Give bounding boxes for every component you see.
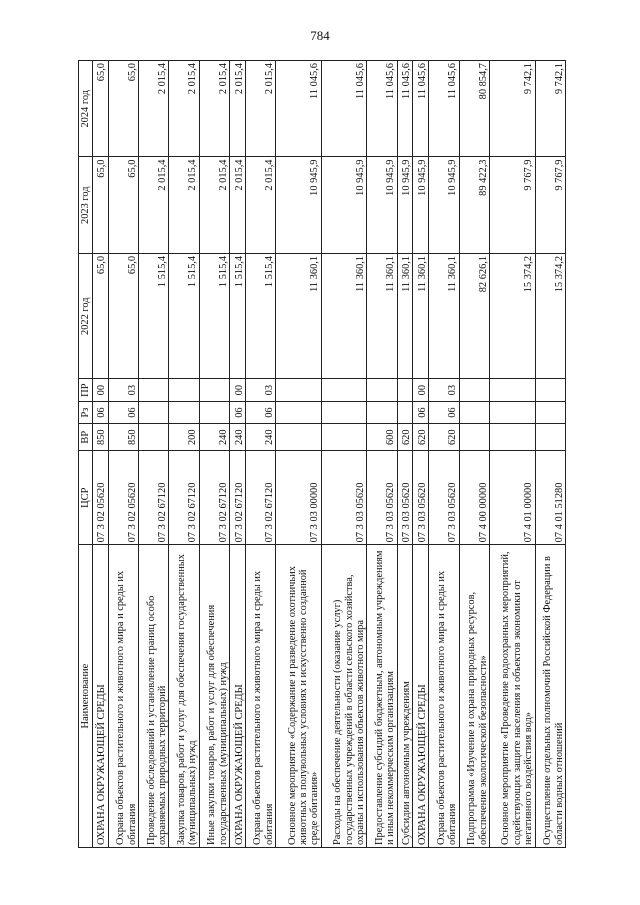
cell-csr: 07 3 03 05620 [413,451,429,545]
cell-2024: 2 015,4 [139,61,169,158]
cell-pr [139,379,169,401]
cell-rz: 06 [413,401,429,423]
cell-2024: 11 045,6 [276,61,322,158]
cell-name: Охрана объектов растительного и животного мира и среды их обитания [245,545,275,848]
cell-2024: 11 045,6 [413,61,429,158]
cell-vr: 620 [429,424,459,451]
cell-csr: 07 3 03 05620 [321,451,367,545]
cell-rz [199,401,229,423]
table-row [459,61,489,848]
cell-vr: 200 [169,424,199,451]
cell-vr [321,424,367,451]
cell-vr: 240 [230,424,246,451]
cell-2023: 10 945,9 [397,157,413,253]
table-row [429,61,459,848]
table-row [321,61,367,848]
cell-csr: 07 3 03 05620 [367,451,397,545]
cell-2022: 15 374,2 [489,253,535,379]
cell-2023: 2 015,4 [139,157,169,253]
cell-rz [321,401,367,423]
cell-name: ОХРАНА ОКРУЖАЮЩЕЙ СРЕДЫ [413,545,429,848]
cell-rz: 06 [230,401,246,423]
cell-name: Охрана объектов растительного и животного мира и среды их обитания [429,545,459,848]
cell-rz [367,401,397,423]
header-2024: 2024 год [79,61,93,158]
cell-csr: 07 4 01 00000 [489,451,535,545]
cell-2024: 2 015,4 [169,61,199,158]
cell-vr: 620 [413,424,429,451]
cell-2023: 10 945,9 [429,157,459,253]
table-row [489,61,535,848]
cell-csr: 07 3 02 67120 [230,451,246,545]
cell-2023: 2 015,4 [169,157,199,253]
cell-name: Субсидии автономным учреждениям [397,545,413,848]
cell-vr: 240 [199,424,229,451]
cell-vr: 850 [108,424,138,451]
table-row [276,61,322,848]
cell-2022: 11 360,1 [367,253,397,379]
cell-pr: 03 [245,379,275,401]
cell-2024: 2 015,4 [245,61,275,158]
cell-2022: 11 360,1 [276,253,322,379]
table-row [367,61,397,848]
cell-2023: 10 945,9 [413,157,429,253]
table-header-row [79,61,93,848]
page-number: 784 [310,28,330,43]
cell-2022: 11 360,1 [413,253,429,379]
cell-2024: 11 045,6 [397,61,413,158]
cell-2023: 2 015,4 [230,157,246,253]
cell-vr: 850 [93,424,109,451]
cell-vr: 600 [367,424,397,451]
cell-vr [139,424,169,451]
table-row [108,61,138,848]
cell-rz: 06 [245,401,275,423]
table-row [397,61,413,848]
cell-rz [397,401,413,423]
cell-2023: 89 422,3 [459,157,489,253]
cell-rz [459,401,489,423]
cell-name: Иные закупки товаров, работ и услуг для обеспечения государственных (муниципальных) нужд [199,545,229,848]
cell-2022: 1 515,4 [139,253,169,379]
cell-vr [489,424,535,451]
cell-pr [367,379,397,401]
header-2022: 2022 год [79,253,93,379]
cell-rz [489,401,535,423]
cell-csr: 07 4 00 00000 [459,451,489,545]
cell-name: Основное мероприятие «Проведение водоохранных мероприятий, содействующих защите населения и объектов экономики от негативного воздействия вод» [489,545,535,848]
cell-vr [459,424,489,451]
cell-2022: 11 360,1 [321,253,367,379]
cell-2022: 1 515,4 [245,253,275,379]
cell-name: Осуществление отдельных полномочий Российской Федерации в области водных отношений [535,545,566,848]
cell-name: Основное мероприятие «Содержание и разведение охотничьих животных в полувольных условиях и искусственно созданной среде обитания» [276,545,322,848]
cell-pr [397,379,413,401]
table-row [413,61,429,848]
cell-2024: 11 045,6 [321,61,367,158]
header-pr: ПР [79,379,93,401]
cell-rz [276,401,322,423]
cell-2022: 1 515,4 [169,253,199,379]
cell-pr: 00 [93,379,109,401]
cell-csr: 07 3 03 00000 [276,451,322,545]
cell-2023: 65,0 [93,157,109,253]
header-name: Наименование [79,545,93,848]
cell-vr [276,424,322,451]
cell-csr: 07 4 01 51280 [535,451,566,545]
cell-2024: 9 742,1 [535,61,566,158]
table-row [535,61,566,848]
cell-csr: 07 3 02 05620 [93,451,109,545]
table-row [245,61,275,848]
cell-pr: 00 [413,379,429,401]
cell-2024: 80 854,7 [459,61,489,158]
cell-rz: 06 [429,401,459,423]
cell-name: Предоставление субсидий бюджетным, автономным учреждениям и иным некоммерческим организациям [367,545,397,848]
cell-2023: 2 015,4 [199,157,229,253]
cell-name: Закупка товаров, работ и услуг для обеспечения государственных (муниципальных) нужд [169,545,199,848]
cell-2023: 10 945,9 [367,157,397,253]
cell-name: Подпрограмма «Изучение и охрана природных ресурсов, обеспечение экологической безопасности» [459,545,489,848]
cell-rz: 06 [93,401,109,423]
table-row [230,61,246,848]
cell-2023: 9 767,9 [489,157,535,253]
header-vr: ВР [79,424,93,451]
cell-name: Проведение обследований и установление границ особо охраняемых природных территорий [139,545,169,848]
cell-2024: 65,0 [93,61,109,158]
cell-2023: 10 945,9 [321,157,367,253]
table-body [93,61,566,848]
cell-2022: 82 626,1 [459,253,489,379]
cell-csr: 07 3 03 05620 [397,451,413,545]
header-rz: Рз [79,401,93,423]
cell-2022: 65,0 [108,253,138,379]
cell-vr [535,424,566,451]
cell-name: ОХРАНА ОКРУЖАЮЩЕЙ СРЕДЫ [93,545,109,848]
cell-2024: 2 015,4 [199,61,229,158]
cell-vr: 240 [245,424,275,451]
cell-csr: 07 3 02 05620 [108,451,138,545]
header-csr: ЦСР [79,451,93,545]
table-row [169,61,199,848]
budget-table [78,60,566,848]
header-2023: 2023 год [79,157,93,253]
cell-csr: 07 3 03 05620 [429,451,459,545]
cell-rz [169,401,199,423]
cell-2023: 10 945,9 [276,157,322,253]
cell-rz [139,401,169,423]
cell-2022: 65,0 [93,253,109,379]
cell-pr: 03 [429,379,459,401]
cell-pr [535,379,566,401]
table-row [139,61,169,848]
budget-table-rotated [78,60,566,848]
cell-pr: 03 [108,379,138,401]
cell-pr [489,379,535,401]
cell-pr [321,379,367,401]
cell-pr [199,379,229,401]
cell-vr: 620 [397,424,413,451]
cell-2024: 11 045,6 [429,61,459,158]
cell-2024: 11 045,6 [367,61,397,158]
cell-name: ОХРАНА ОКРУЖАЮЩЕЙ СРЕДЫ [230,545,246,848]
cell-pr: 00 [230,379,246,401]
cell-2022: 11 360,1 [429,253,459,379]
cell-pr [276,379,322,401]
table-row [93,61,109,848]
cell-pr [459,379,489,401]
cell-2022: 15 374,2 [535,253,566,379]
cell-2023: 9 767,9 [535,157,566,253]
cell-2024: 65,0 [108,61,138,158]
cell-csr: 07 3 02 67120 [245,451,275,545]
cell-2023: 65,0 [108,157,138,253]
cell-csr: 07 3 02 67120 [199,451,229,545]
cell-2024: 9 742,1 [489,61,535,158]
cell-name: Расходы на обеспечение деятельности (оказание услуг) государственных учреждений в области сельского хозяйства, охраны и использования объектов животного мира [321,545,367,848]
cell-2023: 2 015,4 [245,157,275,253]
cell-name: Охрана объектов растительного и животного мира и среды их обитания [108,545,138,848]
table-row [199,61,229,848]
cell-pr [169,379,199,401]
cell-2022: 1 515,4 [230,253,246,379]
cell-2024: 2 015,4 [230,61,246,158]
cell-rz [535,401,566,423]
cell-2022: 1 515,4 [199,253,229,379]
cell-csr: 07 3 02 67120 [139,451,169,545]
cell-csr: 07 3 02 67120 [169,451,199,545]
cell-2022: 11 360,1 [397,253,413,379]
cell-rz: 06 [108,401,138,423]
